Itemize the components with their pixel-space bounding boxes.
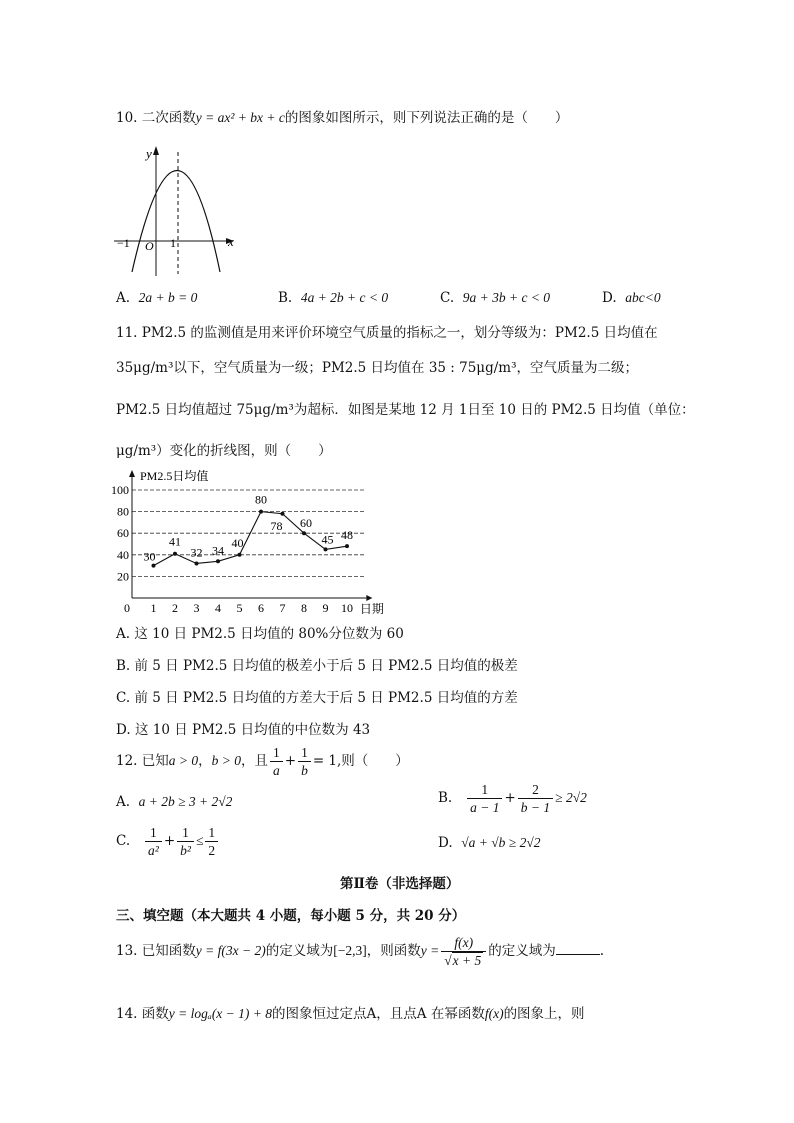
section-3-title: 三、填空题（本大题共 4 小题，每小题 5 分，共 20 分） <box>116 908 466 924</box>
x-tick-label: 2 <box>172 601 178 615</box>
q10-prefix: 10. 二次函数 <box>116 110 196 126</box>
q11-option-a: A. 这 10 日 PM2.5 日均值的 80%分位数为 60 <box>116 626 404 642</box>
y-axis-title: PM2.5日均值 <box>140 469 209 483</box>
data-point <box>173 552 177 556</box>
q12-option-d: D. √a + √b ≥ 2√2 <box>438 835 541 851</box>
q12-frac-1b: $\frac{1}{b}$ <box>298 744 311 779</box>
tick-1-label: 1 <box>170 236 176 250</box>
q13-fraction: $\frac{f(x)}{√x + 5}$ <box>441 934 486 969</box>
q12-option-a: A. a + 2b ≥ 3 + 2√2 <box>116 794 233 810</box>
origin-label: O <box>145 239 154 253</box>
q11-option-b: B. 前 5 日 PM2.5 日均值的极差小于后 5 日 PM2.5 日均值的极差 <box>116 658 518 674</box>
x-axis-arrow <box>366 595 372 601</box>
x-axis-label: x <box>228 234 234 249</box>
x-axis-title: 日期 <box>359 602 384 616</box>
data-point <box>345 544 349 548</box>
q12-option-b: B. $\frac{1}{a - 1}$ + $\frac{2}{b - 1}$ ≥ 2√2 <box>438 782 587 815</box>
q10-option-c: C. 9a + 3b + c < 0 <box>440 290 551 306</box>
y-axis-arrow <box>153 146 159 155</box>
data-point <box>238 553 242 557</box>
q10-suffix: 的图象如图所示，则下列说法正确的是（ ） <box>284 110 569 126</box>
data-label: 30 <box>143 549 156 564</box>
data-label: 40 <box>231 535 244 550</box>
x-tick-label: 10 <box>341 601 353 615</box>
q11-line-3: PM2.5 日均值超过 75μg/m³为超标．如图是某地 12 月 1日至 10 日的 PM2.5 日均值（单位： <box>116 402 695 418</box>
x-tick-label: 9 <box>322 601 329 615</box>
q11-line-4: μg/m³）变化的折线图，则（ ） <box>116 443 332 459</box>
pm25-line-chart <box>110 466 384 616</box>
q14-stem: 14. 函数y = logₐ(x − 1) + 8的图象恒过定点A，且点A 在幂函数f(x)的图象上，则 <box>116 1006 585 1022</box>
y-axis-label: y <box>146 146 152 161</box>
q10-function: y = ax² + bx + c <box>195 110 285 125</box>
data-point <box>259 510 263 514</box>
q11-option-d: D. 这 10 日 PM2.5 日均值的中位数为 43 <box>116 722 371 738</box>
x-tick-label: 5 <box>236 601 243 615</box>
y-tick-label: 100 <box>111 483 129 497</box>
x-tick-label: 7 <box>279 601 286 615</box>
x-tick-label: 6 <box>258 601 264 615</box>
data-label: 45 <box>321 532 334 547</box>
q11-option-c: C. 前 5 日 PM2.5 日均值的方差大于后 5 日 PM2.5 日均值的方差 <box>116 690 518 706</box>
x-tick-label: 4 <box>215 601 221 615</box>
y-tick-label: 80 <box>117 504 129 519</box>
q12-stem: 12. 已知a > 0，b > 0，且 $\frac{1}{a}$ + $\frac{1}{b}$ = 1,则（ ） <box>116 745 409 778</box>
q10-option-d: D. abc<0 <box>602 290 661 306</box>
data-label: 78 <box>270 518 283 533</box>
q11-line-2: 35μg/m³以下，空气质量为一级；PM2.5 日均值在 35 : 75μg/m³，空气质量为二级； <box>116 360 638 376</box>
x-tick-label: 3 <box>193 601 200 615</box>
q10-option-b: B. 4a + 2b + c < 0 <box>278 290 389 306</box>
data-point <box>216 559 220 563</box>
x-tick-label: 1 <box>150 601 157 615</box>
data-point <box>152 564 156 568</box>
q12-frac-1a: $\frac{1}{a}$ <box>270 744 283 779</box>
y-tick-label: 20 <box>117 569 129 584</box>
x-tick-label: 0 <box>124 601 130 615</box>
data-label: 80 <box>255 492 267 507</box>
data-label: 48 <box>341 528 353 543</box>
tick-neg1-label: −1 <box>117 236 130 250</box>
y-tick-label: 40 <box>117 547 129 562</box>
series-line <box>154 512 348 566</box>
data-label: 60 <box>300 516 312 531</box>
data-point <box>281 512 285 516</box>
y-tick-label: 60 <box>117 526 129 541</box>
data-point <box>302 531 306 535</box>
data-label: 41 <box>169 534 181 549</box>
parabola-curve <box>132 171 220 273</box>
data-point <box>195 561 199 565</box>
data-label: 34 <box>212 543 224 558</box>
q12-option-c: C. $\frac{1}{\text{a²}}$ + $\frac{1}{\text{b²}}$ ≤ $\frac{1}{2}$ <box>116 824 220 859</box>
q13-stem: 13. 已知函数y = f(3x − 2)的定义域为[−2,3]，则函数y = $\frac{f(x)}{√x + 5}$ 的定义域为 . <box>116 935 605 968</box>
q11-line-1: 11. PM2.5 的监测值是用来评价环境空气质量的指标之一，划分等级为：PM2.5 日均值在 <box>116 325 658 341</box>
data-label: 32 <box>190 545 203 560</box>
data-point <box>324 547 328 551</box>
x-tick-label: 8 <box>301 601 307 615</box>
q10-parabola-graph <box>112 140 252 280</box>
q10-stem <box>116 106 568 126</box>
section-2-title: 第Ⅱ卷（非选择题） <box>340 876 460 892</box>
q13-answer-blank[interactable] <box>556 942 600 955</box>
y-axis-arrow <box>129 470 135 477</box>
q10-option-a: A. 2a + b = 0 <box>116 290 198 306</box>
